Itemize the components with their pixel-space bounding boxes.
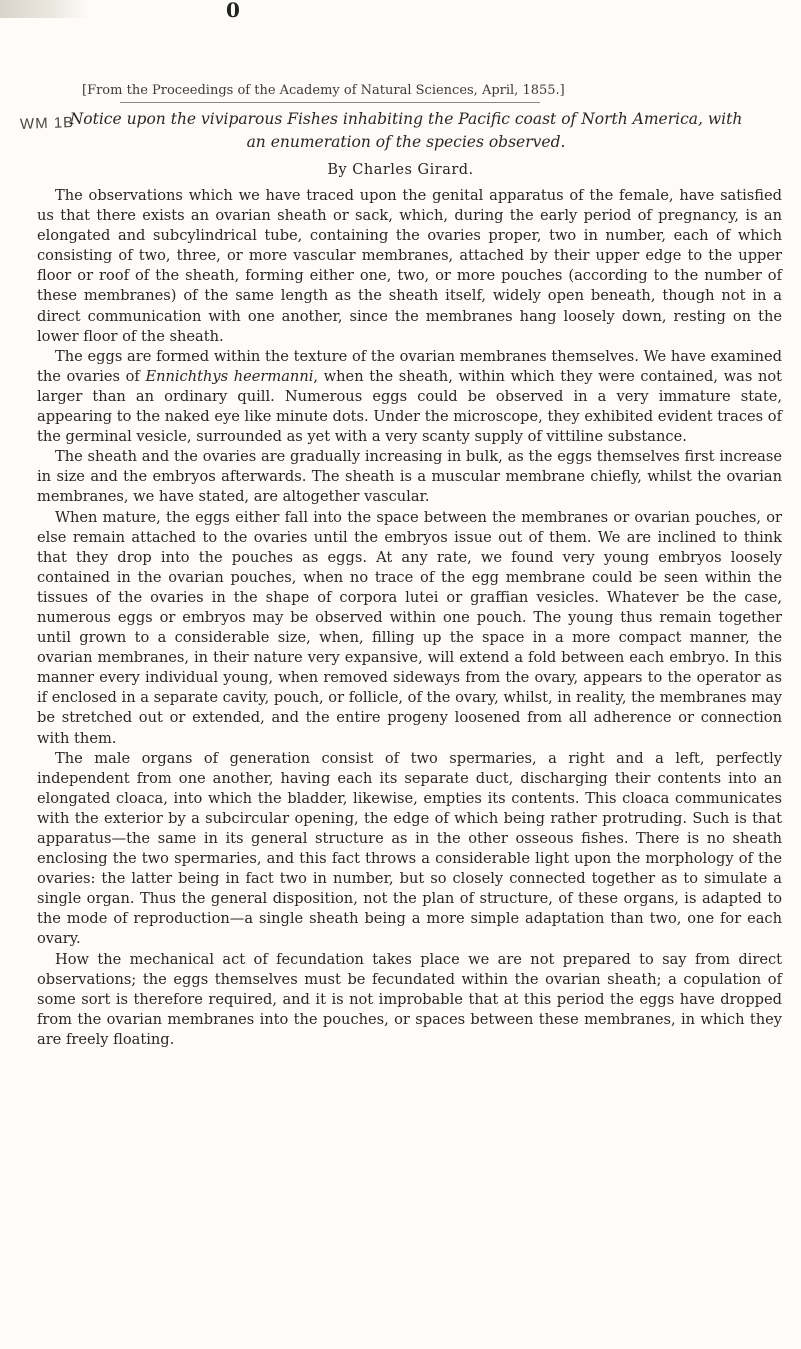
paragraph: The male organs of generation consist of two spermaries, a right and a left, perfectly independent from one another, having each its separate duct, discharging their contents into an elongated cloaca, into which the bladder, likewise, empties its contents. This cloaca communicates with the exterior by a subcircular opening, the edge of which being rather protruding. Such is that apparatus—the same in its general structure as in the other osseous fishes. There is no sheath enclosing the two spermaries, and this fact throws a considerable light upon the morphology of the ovaries: the latter being in fact two in number, but so closely connected together as to simulate a single organ. Thus the general disposition, not the plan of structure, of these organs, is adapted to the mode of reproduction—a single sheath being a more simple adaptation than two, one for each ovary. (37, 749, 782, 948)
top-glyph: 0 (226, 0, 240, 22)
source-citation: [From the Proceedings of the Academy of Natural Sciences, April, 1855.] (82, 83, 565, 98)
species-name: Ennichthys heermanni (145, 367, 314, 385)
page-corner-discoloration (0, 0, 90, 18)
article-title (46, 108, 766, 154)
paragraph: The sheath and the ovaries are gradually increasing in bulk, as the eggs themselves first increase in size and the embryos afterwards. The sheath is a muscular membrane chiefly, whilst the ovarian membranes, we have stated, are altogether vascular. (37, 448, 782, 506)
article-body (37, 186, 782, 1050)
title-line-1: Notice upon the viviparous Fishes inhabiting the Pacific coast of North America, with (69, 110, 743, 128)
title-line-2: an enumeration of the species observed. (246, 133, 566, 151)
paragraph: When mature, the eggs either fall into the space between the membranes or ovarian pouches, or else remain attached to the ovaries until the embryos issue out of them. We are inclined to think that they drop into the pouches as eggs. At any rate, we found very young embryos loosely contained in the ovarian pouches, when no trace of the egg membrane could be seen within the tissues of the ovaries in the shape of corpora lutei or graffian vesicles. Whatever be the case, numerous eggs or embryos may be observed within one pouch. The young thus remain together until grown to a considerable size, when, filling up the space in a more compact manner, the ovarian membranes, in their nature very expansive, will extend a fold between each embryo. In this manner every individual young, when removed sideways from the ovary, appears to the operator as if enclosed in a separate cavity, pouch, or follicle, of the ovary, whilst, in reality, the membranes may be stretched out or extended, and the entire progeny loosened from all adherence or connection with them. (37, 508, 782, 747)
paragraph: The eggs are formed within the texture of the ovarian membranes themselves. We have examined the ovaries of Ennichthys heermanni, when the sheath, within which they were contained, was not larger than an ordinary quill. Numerous eggs could be observed in a very immature state, appearing to the naked eye like minute dots. Under the microscope, they exhibited evident traces of the germinal vesicle, surrounded as yet with a very scanty supply of vittiline substance. (37, 347, 782, 446)
paragraph: How the mechanical act of fecundation takes place we are not prepared to say from direct observations; the eggs themselves must be fecundated within the ovarian sheath; a copulation of some sort is therefore required, and it is not improbable that at this period the eggs have dropped from the ovarian membranes into the pouches, or spaces between these membranes, in which they are freely floating. (37, 950, 782, 1048)
author-byline: By Charles Girard. (327, 162, 474, 178)
library-stamp: WM 1B (19, 114, 75, 133)
header-rule (120, 102, 540, 103)
paragraph: The observations which we have traced upon the genital apparatus of the female, have satisfied us that there exists an ovarian sheath or sack, which, during the early period of pregnancy, is an elongated and subcylindrical tube, containing the ovaries proper, two in number, each of which consisting of two, three, or more vascular membranes, attached by their upper edge to the upper floor or roof of the sheath, forming either one, two, or more pouches (according to the number of these membranes) of the same length as the sheath itself, widely open beneath, though not in a direct communication with one another, since the membranes hang loosely down, resting on the lower floor of the sheath. (37, 187, 782, 345)
